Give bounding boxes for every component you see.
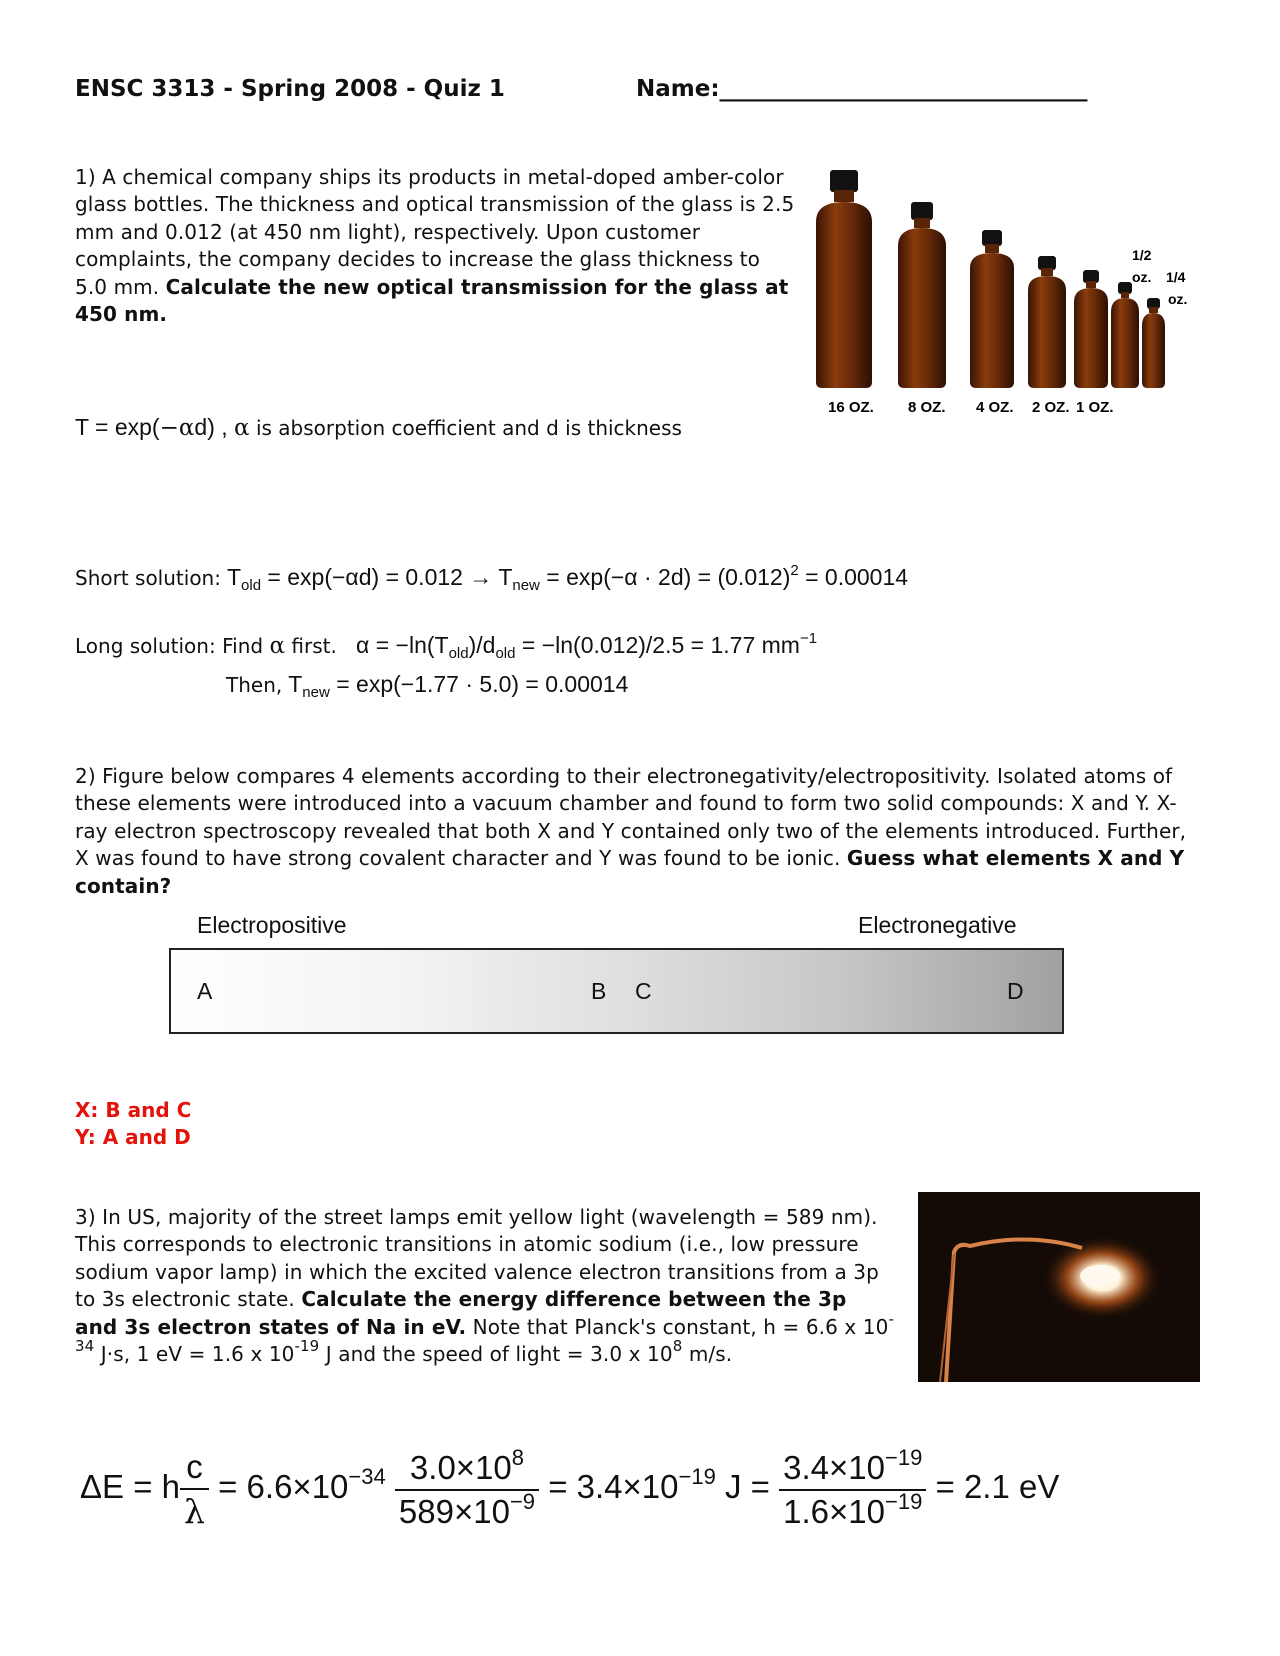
- eq-num-1-base: 3.0×10: [409, 1448, 512, 1486]
- answer-block: [75, 1097, 191, 1151]
- element-a: A: [197, 978, 213, 1004]
- question-2-text: [75, 763, 1205, 900]
- electronegativity-scale: [169, 948, 1064, 1034]
- answer-x: X: B and C: [75, 1098, 192, 1122]
- long-first: first.: [291, 634, 337, 658]
- question-1-body: 1) A chemical company ships its products in metal-doped amber-color glass bottles. The thickness and optical transmission of the glass is 2.5 mm and 0.012 (at 450 nm light), respectively. Upon customer complaints, the company decides to increase the glass thickness to 5.0 mm.: [75, 165, 795, 299]
- then-solution: [226, 671, 629, 701]
- eq-num-2-base: 3.4×10: [783, 1448, 885, 1486]
- formula-alpha: −α: [159, 415, 195, 441]
- formula-lhs: T = exp(: [75, 414, 160, 440]
- element-c: C: [635, 978, 652, 1004]
- formula-note: is absorption coefficient and d is thickness: [255, 416, 682, 440]
- bottle-8oz: [898, 202, 946, 388]
- eq-frac-1: [395, 1444, 539, 1531]
- then-label: Then,: [226, 673, 283, 697]
- eq-c: c: [180, 1448, 209, 1490]
- q3-tail-4: m/s.: [682, 1342, 733, 1367]
- element-d: D: [1007, 978, 1024, 1004]
- long-solution-label: Long solution:: [75, 634, 216, 658]
- eq-den-2: [779, 1488, 926, 1531]
- eq-frac-c-lambda: [180, 1448, 209, 1531]
- long-solution: [75, 630, 818, 662]
- then-sub-new: new: [302, 684, 330, 701]
- short-solution: [75, 562, 909, 594]
- then-expr-2: = exp(−1.77 · 5.0) = 0.00014: [329, 671, 629, 697]
- quiz-title: ENSC 3313 - Spring 2008 - Quiz 1: [75, 76, 505, 102]
- eq-result: = 2.1 eV: [935, 1468, 1060, 1506]
- eq-j: J =: [725, 1468, 770, 1506]
- label-4oz: 4 OZ.: [976, 399, 1014, 416]
- eq-den-2-base: 1.6×10: [783, 1492, 885, 1530]
- q3-tail-2: J·s, 1 eV = 1.6 x 10: [94, 1342, 295, 1367]
- question-3-body: 3) In US, majority of the street lamps emit yellow light (wavelength = 589 nm). This corresponds to electronic transitions in atomic sodium (i.e., low pressure sodium vapor lamp) in which the excited valence electron transitions from a 3p to 3s electronic state.: [75, 1205, 879, 1312]
- bottle-2oz: [1028, 256, 1066, 388]
- bottle-half-oz: [1111, 282, 1139, 388]
- question-1-task: Calculate the new optical transmission for the glass at 450 nm.: [75, 274, 789, 327]
- q3-tail-1: Note that Planck's constant, h = 6.6 x 10: [472, 1314, 889, 1339]
- then-expr-1: T: [288, 671, 303, 697]
- eq-den-1-sup: −9: [509, 1488, 536, 1514]
- q3-sup-2: -19: [294, 1337, 320, 1356]
- eq-num-2: [779, 1444, 926, 1491]
- bottle-1oz: [1074, 270, 1108, 388]
- q3-tail-3: J and the speed of light = 3.0 x 10: [319, 1342, 673, 1367]
- eq-den-2-sup: −19: [885, 1488, 923, 1514]
- name-field-label: Name:________________________________: [636, 76, 1088, 102]
- electropositive-label: Electropositive: [197, 912, 347, 938]
- question-3-text: [75, 1204, 895, 1368]
- label-quarter-oz-a: 1/4: [1166, 269, 1186, 285]
- long-expr-3: = −ln(0.012)/2.5 = 1.77 mm: [515, 632, 800, 658]
- long-expr-2: )/d: [468, 632, 496, 658]
- eq-joules: = 3.4×10: [548, 1468, 679, 1506]
- label-quarter-oz-b: oz.: [1168, 291, 1188, 307]
- short-sub-new: new: [512, 577, 540, 594]
- amber-bottles-image: [808, 160, 1208, 420]
- answer-y: Y: A and D: [75, 1125, 191, 1149]
- energy-equation: [80, 1444, 1120, 1531]
- question-1-text: [75, 164, 795, 328]
- formula-rhs: d) ,: [194, 414, 228, 440]
- long-sup: −1: [799, 630, 818, 647]
- label-2oz: 2 OZ.: [1032, 399, 1070, 416]
- long-alpha: α: [269, 633, 286, 659]
- short-expr-4: = 0.00014: [798, 564, 909, 590]
- question-2-task: Guess what elements X and Y contain?: [75, 846, 1185, 898]
- eq-num-1-sup: 8: [511, 1444, 525, 1470]
- eq-joules-sup: −19: [678, 1464, 716, 1490]
- q3-sup-1: -34: [75, 1309, 894, 1356]
- long-sub-old-2: old: [495, 645, 516, 662]
- transmission-formula: [75, 414, 682, 441]
- short-solution-label: Short solution:: [75, 566, 221, 590]
- label-half-oz-a: 1/2: [1132, 247, 1152, 263]
- long-expr-1: α = −ln(T: [356, 632, 449, 658]
- short-expr-2: = exp(−αd) = 0.012 → T: [261, 564, 513, 590]
- element-b: B: [591, 978, 607, 1004]
- label-16oz: 16 OZ.: [828, 399, 874, 416]
- eq-frac-2: [779, 1444, 926, 1531]
- question-2-body: 2) Figure below compares 4 elements according to their electronegativity/electropositivity. Isolated atoms of these elements were introduced into a vacuum chamber and found to form two solid compounds: X and Y. X-ray electron spectroscopy revealed that both X and Y contained only two of the elements introduced. Further, X was found to have strong covalent character and Y was found to be ionic.: [75, 764, 1187, 871]
- short-sup: 2: [790, 562, 799, 579]
- bottle-quarter-oz: [1142, 298, 1165, 388]
- eq-den-1: [395, 1488, 539, 1531]
- bottle-16oz: [816, 170, 872, 388]
- short-expr-3: = exp(−α · 2d) = (0.012): [539, 564, 791, 590]
- question-3-task: Calculate the energy difference between the 3p and 3s electron states of Na in eV.: [75, 1287, 847, 1339]
- electronegative-label: Electronegative: [858, 912, 1017, 938]
- eq-lhs: ΔE = h: [80, 1468, 181, 1506]
- short-expr-1: T: [226, 564, 242, 590]
- label-half-oz-b: oz.: [1132, 269, 1152, 285]
- eq-lambda: λ: [184, 1492, 205, 1531]
- short-sub-old: old: [241, 577, 262, 594]
- long-find: Find: [222, 634, 264, 658]
- label-8oz: 8 OZ.: [908, 399, 946, 416]
- street-lamp-image: [918, 1192, 1200, 1382]
- q3-sup-3: 8: [672, 1337, 683, 1356]
- eq-planck: = 6.6×10: [218, 1468, 349, 1506]
- formula-alpha-2: α: [234, 415, 250, 441]
- eq-num-2-sup: −19: [885, 1444, 923, 1470]
- eq-num-1: [395, 1444, 539, 1491]
- bottle-4oz: [970, 230, 1014, 388]
- label-1oz: 1 OZ.: [1076, 399, 1114, 416]
- eq-planck-sup: −34: [348, 1464, 386, 1490]
- eq-den-1-base: 589×10: [398, 1492, 510, 1530]
- long-sub-old-1: old: [448, 645, 469, 662]
